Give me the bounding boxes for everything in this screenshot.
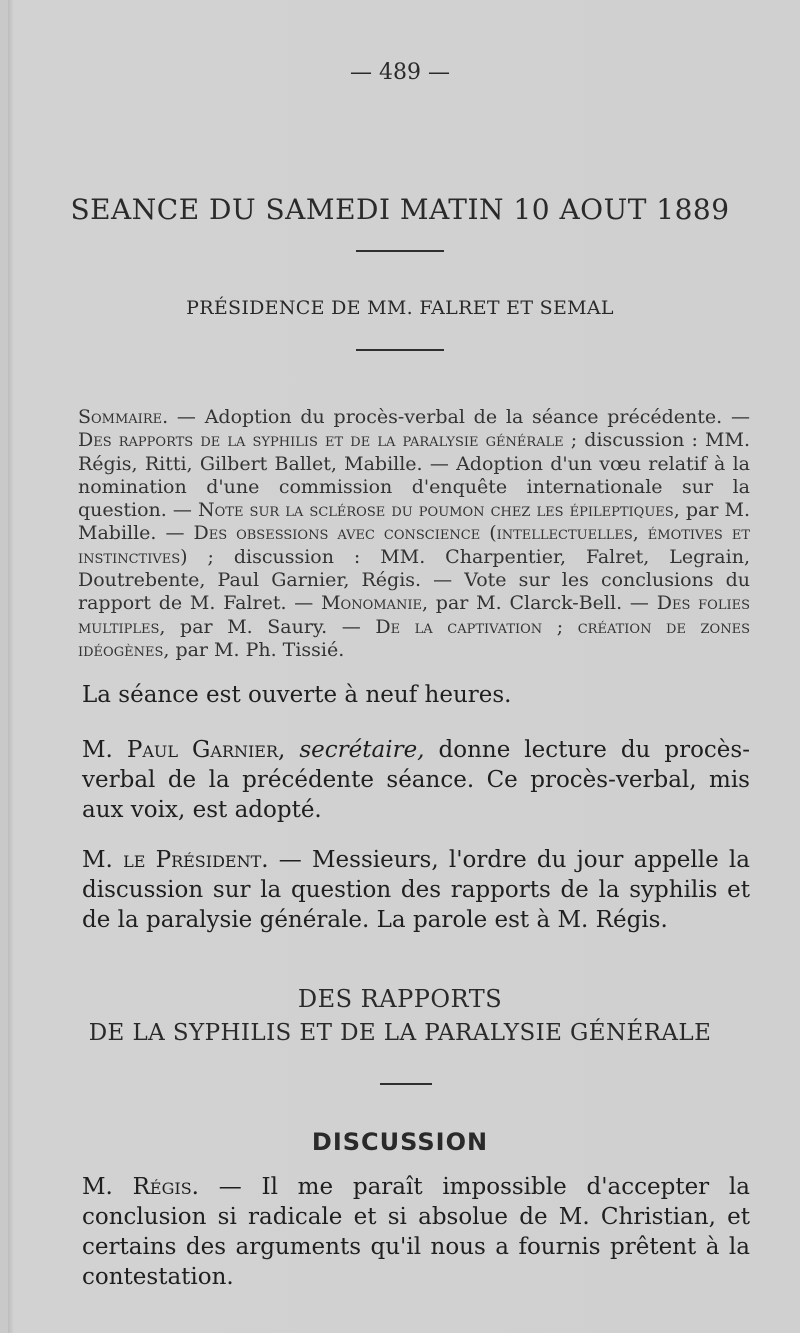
summary-label: Sommaire. — [78, 406, 169, 428]
speaker-prefix: M. — [82, 737, 127, 763]
page-number: — 489 — — [350, 60, 450, 85]
summary-text: — Adoption du procès-verbal de la séance précédente. — — [168, 406, 750, 428]
paragraph-text: — Il me paraît impossible d'accepter la conclusion si radicale et si absolue de M. Christian, et certains des arguments qu'il nous a fournis prêtent à la contestation. — [82, 1174, 750, 1290]
title-divider — [356, 250, 444, 252]
summary-topic: Monomanie — [321, 592, 422, 615]
speaker-name: Paul Garnier, — [126, 737, 286, 763]
speaker-role: secrétaire, — [285, 737, 425, 763]
president-paragraph — [82, 845, 750, 935]
paragraph-text: — Messieurs, l'ordre du jour appelle la discussion sur la question des rapports de la syphilis et de la paralysie générale. La parole est à M. Régis. — [82, 847, 750, 933]
summary-text: , par M. Saury. — — [159, 615, 376, 638]
regis-paragraph — [82, 1172, 750, 1292]
speaker-prefix: M. — [82, 847, 124, 873]
minutes-paragraph — [82, 735, 750, 825]
summary-topic: Des obsessions avec conscience (intellectuelles, émotives et instinctives) — [78, 522, 750, 568]
discussion-heading: DISCUSSION — [311, 1128, 489, 1156]
section-heading: DES RAPPORTS — [297, 985, 503, 1013]
summary-text: ; discussion : MM. Charpentier, Falret, Legrain, Doutrebente, Paul Garnier, Régis. — Vote sur les conclusions du rapport de M. Falret. — — [78, 545, 750, 615]
summary-text: , par M. Clarck-Bell. — — [421, 592, 657, 615]
summary-text: , par M. Mabille. — — [78, 499, 750, 545]
summary-topic: De la captivation ; création de zones idéogènes — [78, 615, 750, 661]
summary-text: , par M. Ph. Tissié. — [163, 638, 345, 661]
section-subheading: DE LA SYPHILIS ET DE LA PARALYSIE GÉNÉRALE — [88, 1020, 712, 1046]
session-title: SEANCE DU SAMEDI MATIN 10 AOUT 1889 — [70, 193, 730, 226]
session-summary — [78, 406, 750, 662]
section-divider — [380, 1083, 432, 1085]
speaker-name: le Président. — [123, 847, 269, 873]
summary-topic: Des folies multiples — [78, 592, 751, 638]
speaker-name: M. Régis. — [82, 1174, 199, 1200]
opening-paragraph: La séance est ouverte à neuf heures. — [82, 682, 512, 708]
presidency-divider — [356, 349, 444, 351]
summary-topic: Des rapports de la syphilis et de la paralysie générale — [78, 429, 564, 452]
presidency-line: PRÉSIDENCE DE MM. FALRET ET SEMAL — [186, 297, 614, 319]
summary-topic: Note sur la sclérose du poumon chez les épileptiques — [198, 499, 674, 522]
paragraph-text: donne lecture du procès-verbal de la précédente séance. Ce procès-verbal, mis aux voix, est adopté. — [82, 737, 750, 823]
summary-text: ; discussion : MM. Régis, Ritti, Gilbert Ballet, Mabille. — Adoption d'un vœu relatif à la nomination d'une commission d'enquête internationale sur la question. — — [78, 429, 751, 522]
